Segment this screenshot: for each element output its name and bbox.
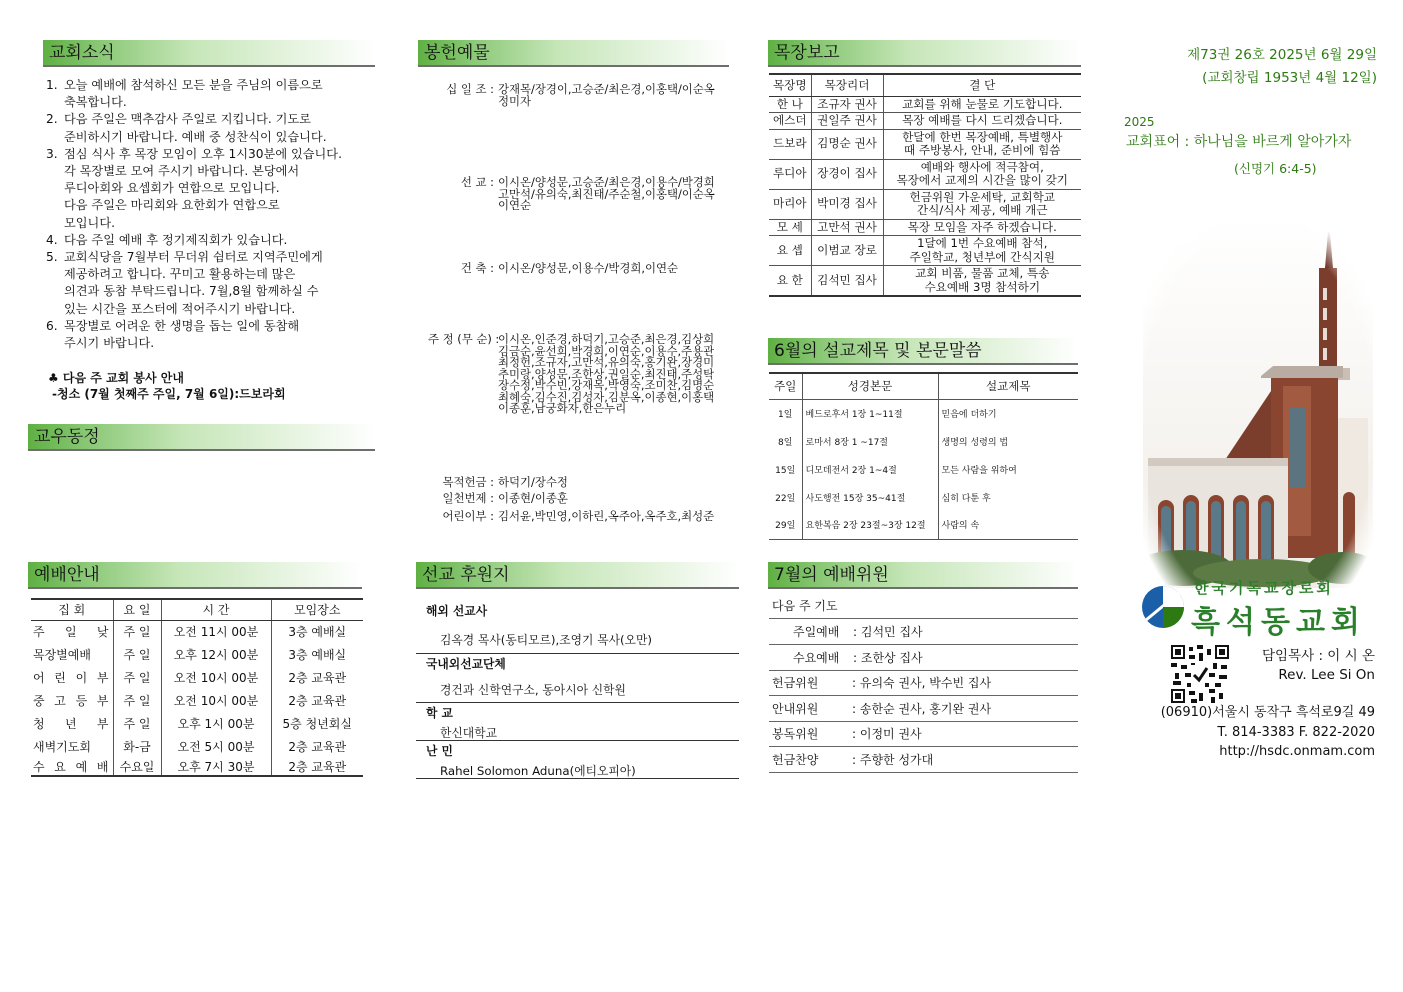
table-cell: 2층 교육관 bbox=[271, 735, 363, 758]
cell-line: 예배와 행사에 적극참여, bbox=[920, 159, 1044, 174]
cell-line: 박미경 집사 bbox=[817, 196, 877, 211]
notice-line: 있는 시간을 포스터에 적어주시기 바랍니다. bbox=[64, 301, 296, 316]
table-cell: 3층 예배실 bbox=[271, 620, 363, 643]
offering-label: 건 축 : bbox=[460, 261, 494, 275]
col-header: 결 단 bbox=[883, 74, 1081, 96]
cell-line: 드보라 bbox=[772, 136, 807, 151]
theme-year: 2025 bbox=[1124, 115, 1155, 129]
table-cell bbox=[769, 129, 811, 159]
table-cell: 새벽기도회 bbox=[33, 740, 91, 754]
table-cell: 주 일 낮 bbox=[33, 625, 109, 640]
pastor-info bbox=[1262, 647, 1375, 685]
table-cell bbox=[883, 159, 1081, 189]
issue-number: 제73권 26호 2025년 6월 29일 bbox=[1187, 47, 1377, 63]
denomination: 한국기독교장로회 bbox=[1194, 579, 1334, 597]
worship-guide-header: 예배안내 bbox=[28, 562, 362, 589]
table-cell: 오전 10시 00분 bbox=[161, 689, 271, 712]
cell-line: 목장 예배를 다시 드리겠습니다. bbox=[902, 113, 1063, 127]
committee-value: : 이정미 권사 bbox=[852, 727, 922, 741]
notice-item bbox=[46, 318, 376, 352]
table-row bbox=[31, 758, 363, 776]
table-cell: 오전 10시 00분 bbox=[161, 666, 271, 689]
table-cell: 오전 11시 00분 bbox=[161, 620, 271, 643]
cell-line: 루디아 bbox=[772, 166, 807, 181]
table-cell: 오후 12시 00분 bbox=[161, 643, 271, 666]
table-row bbox=[769, 113, 1081, 130]
notice-number: 3. bbox=[46, 146, 58, 161]
notices-header: 교회소식 bbox=[43, 40, 375, 67]
col-header: 성경본문 bbox=[802, 373, 938, 399]
committee-value: : 주향한 성가대 bbox=[852, 752, 934, 767]
notice-line: 점심 식사 후 목장 모임이 오후 1시30분에 있습니다. bbox=[64, 146, 342, 161]
table-cell: 2층 교육관 bbox=[271, 758, 363, 776]
committee-row bbox=[769, 748, 1078, 773]
cell-line: 김석민 집사 bbox=[817, 272, 877, 287]
table-cell: 오후 7시 30분 bbox=[161, 758, 271, 776]
offering-names: 이시온,인준경,하덕기,고승준,최은경,김상희 김금순,윤선희,박경희,이연순,이용수,주용관 최정헌,조규자,고만석,유의숙,홍기완,장경미 추미랑,양성문,조한상,권일순,최진태,주성탁 장수정,박수빈,강재목,박영숙,조미찬,김명순 최혜숙,김수진,김성자,김분옥,이종현,이홍택 이종훈,남궁화자,한은누리 bbox=[498, 332, 715, 415]
table-cell bbox=[811, 96, 883, 113]
table-cell bbox=[769, 236, 811, 266]
notice-line: 다음 주일은 맥추감사 주일로 지킵니다. 기도로 bbox=[64, 112, 311, 127]
table-cell: 주 일 bbox=[113, 643, 161, 666]
table-cell: 디모데전서 2장 1~4절 bbox=[802, 455, 938, 483]
committee-value: : 조한상 집사 bbox=[853, 650, 923, 665]
table-cell: 2층 교육관 bbox=[271, 689, 363, 712]
table-cell: 22일 bbox=[775, 493, 796, 504]
notice-item bbox=[46, 249, 376, 318]
cell-line: 고만석 권사 bbox=[817, 219, 877, 234]
table-row bbox=[769, 159, 1081, 189]
notice-number: 2. bbox=[46, 112, 58, 127]
mission-category: 국내외선교단체 bbox=[426, 657, 506, 671]
cell-line: 간식/식사 제공, 예배 개근 bbox=[916, 203, 1048, 217]
notice-line: 축복합니다. bbox=[64, 95, 127, 110]
committee-label: 봉독위원 bbox=[772, 727, 819, 741]
founding-date: (교회창립 1953년 4월 12일) bbox=[1202, 70, 1377, 86]
notice-line: 오늘 예배에 참석하신 모든 분을 주님의 이름으로 bbox=[64, 78, 323, 92]
service-info bbox=[48, 370, 286, 402]
col-header: 집 회 bbox=[31, 599, 113, 620]
table-row bbox=[31, 689, 363, 712]
table-cell: 어 린 이 부 bbox=[33, 671, 109, 685]
col-header: 모임장소 bbox=[271, 599, 363, 620]
contact-info bbox=[1161, 703, 1375, 762]
cell-line: 요 셉 bbox=[776, 242, 803, 257]
table-cell: 주 일 bbox=[113, 620, 161, 643]
theme-reference: (신명기 6:4-5) bbox=[1234, 161, 1317, 176]
table-cell: 로마서 8장 1 ~17절 bbox=[802, 427, 938, 455]
july-committee-header: 7월의 예배위원 bbox=[768, 562, 1078, 589]
offering-label: 목적헌금 : bbox=[442, 475, 494, 489]
notice-number: 6. bbox=[46, 318, 58, 333]
cell-line: 목장에서 교제의 시간을 많이 갖기 bbox=[896, 173, 1069, 187]
committee-row bbox=[769, 646, 1078, 671]
mission-item: Rahel Solomon Aduna(에티오피아) bbox=[440, 764, 636, 778]
mission-category: 학 교 bbox=[426, 706, 453, 720]
district-report-header: 목장보고 bbox=[768, 40, 1081, 67]
july-prayer-title: 다음 주 기도 bbox=[769, 594, 1078, 619]
table-cell: 화-금 bbox=[113, 735, 161, 758]
table-cell: 주 일 bbox=[113, 712, 161, 735]
table-cell bbox=[769, 189, 811, 219]
address: (06910)서울시 동작구 흑석로9길 49 bbox=[1160, 705, 1375, 720]
table-cell bbox=[769, 159, 811, 189]
table-cell: 2층 교육관 bbox=[271, 666, 363, 689]
notice-line: 각 목장별로 모여 주시기 바랍니다. 본당에서 bbox=[64, 164, 300, 179]
mission-item: 김옥경 목사(동티모르),조영기 목사(오만) bbox=[440, 633, 652, 647]
table-cell: 생명의 성령의 법 bbox=[938, 427, 1078, 455]
church-theme: 교회표어 : 하나님을 바르게 알아가자 bbox=[1126, 134, 1352, 150]
table-row bbox=[769, 455, 1078, 483]
notice-number: 4. bbox=[46, 232, 58, 247]
cell-line: 때 주방봉사, 안내, 준비에 힘씀 bbox=[903, 143, 1061, 157]
table-row bbox=[31, 666, 363, 689]
table-cell: 15일 bbox=[775, 465, 796, 476]
notice-number: 1. bbox=[46, 78, 58, 92]
table-cell bbox=[883, 96, 1081, 113]
table-cell bbox=[883, 189, 1081, 219]
table-cell bbox=[769, 219, 811, 236]
table-cell: 요한복음 2장 23절~3장 12절 bbox=[802, 511, 938, 539]
cell-line: 한 나 bbox=[776, 96, 803, 111]
table-cell bbox=[769, 266, 811, 297]
table-cell: 29일 bbox=[775, 521, 796, 532]
june-sermons-table bbox=[769, 372, 1078, 540]
pastor-name: 담임목사 : 이 시 온 bbox=[1261, 648, 1375, 664]
table-cell bbox=[811, 236, 883, 266]
table-cell bbox=[811, 189, 883, 219]
qr-code-icon[interactable] bbox=[1171, 645, 1229, 703]
table-cell bbox=[811, 159, 883, 189]
table-cell: 수요일 bbox=[113, 758, 161, 776]
offering-names: 이시온/양성문,고승준/최은경,이용수/박경희 고만석/유의숙,최진태/주순철,이홍택/이순옥 이연순 bbox=[498, 175, 715, 212]
committee-row bbox=[769, 620, 1078, 645]
table-cell bbox=[769, 96, 811, 113]
table-cell: 1일 bbox=[778, 409, 793, 420]
table-cell bbox=[883, 219, 1081, 236]
worship-table bbox=[31, 598, 363, 777]
notice-item bbox=[46, 77, 376, 111]
committee-label: 수요예배 bbox=[793, 650, 840, 665]
table-cell: 오후 1시 00분 bbox=[161, 712, 271, 735]
table-cell: 주 일 bbox=[113, 666, 161, 689]
notices-list bbox=[46, 77, 376, 352]
cell-line: 1달에 1번 수요예배 참석, bbox=[917, 236, 1048, 250]
table-row bbox=[769, 427, 1078, 455]
cell-line: 권일주 권사 bbox=[817, 113, 877, 127]
table-cell: 8일 bbox=[778, 437, 793, 448]
table-cell bbox=[883, 113, 1081, 130]
offering-names: 김서윤,박민영,이하린,옥주아,옥주호,최성준 bbox=[498, 509, 715, 523]
table-cell: 수 요 예 배 bbox=[31, 758, 113, 776]
notice-line: 다음 주일 예배 후 정기제직회가 있습니다. bbox=[64, 232, 288, 247]
cell-line: 조규자 권사 bbox=[817, 96, 877, 111]
church-logo-icon bbox=[1140, 584, 1186, 630]
report-table-header bbox=[769, 74, 1081, 96]
table-cell: 오전 5시 00분 bbox=[161, 735, 271, 758]
offerings-header: 봉헌예물 bbox=[418, 40, 729, 67]
cell-line: 교회를 위해 눈물로 기도합니다. bbox=[902, 96, 1063, 111]
cell-line: 이범교 장로 bbox=[817, 242, 877, 257]
phone-fax: T. 814-3383 F. 822-2020 bbox=[1217, 724, 1375, 740]
notice-line: 모입니다. bbox=[64, 215, 115, 230]
june-sermons-header: 6월의 설교제목 및 본문말씀 bbox=[768, 338, 1078, 365]
mission-category: 해외 선교사 bbox=[426, 604, 488, 618]
committee-value: : 김석민 집사 bbox=[853, 625, 923, 639]
members-news-header: 교우동정 bbox=[28, 424, 375, 451]
col-header: 시 간 bbox=[161, 599, 271, 620]
table-cell: 중 고 등 부 bbox=[33, 694, 109, 708]
notice-number: 5. bbox=[46, 250, 58, 265]
offering-names: 이시온/양성문,이용수/박경희,이연순 bbox=[498, 261, 678, 275]
committee-label: 헌금위원 bbox=[772, 676, 819, 690]
missions-header: 선교 후원지 bbox=[416, 562, 739, 589]
cell-line: 장경이 집사 bbox=[817, 166, 877, 181]
notice-item bbox=[46, 232, 376, 249]
table-cell: 목장별예배 bbox=[33, 648, 91, 662]
table-row bbox=[769, 189, 1081, 219]
notice-line: 의견과 동참 부탁드립니다. 7월,8월 함께하실 수 bbox=[64, 284, 319, 299]
notice-line: 목장별로 어려운 한 생명을 돕는 일에 동참해 bbox=[64, 318, 300, 333]
notice-item bbox=[46, 111, 376, 145]
offering-names: 강재목/장경이,고승준/최은경,이홍택/이순옥 정미자 bbox=[498, 82, 715, 108]
offering-label: 선 교 : bbox=[460, 175, 494, 189]
table-row bbox=[31, 643, 363, 666]
table-row bbox=[769, 129, 1081, 159]
church-name: 흑석동교회 bbox=[1191, 605, 1366, 640]
table-cell bbox=[811, 113, 883, 130]
table-row bbox=[769, 266, 1081, 297]
committee-label: 안내위원 bbox=[772, 701, 819, 716]
mission-category: 난 민 bbox=[426, 744, 453, 758]
table-row bbox=[31, 735, 363, 758]
table-row bbox=[769, 399, 1078, 427]
table-cell bbox=[769, 113, 811, 130]
col-header: 목장명 bbox=[769, 74, 811, 96]
cell-line: 한달에 한번 목장예배, 특별행사 bbox=[902, 129, 1063, 144]
table-row bbox=[31, 620, 363, 643]
committee-label: 주일예배 bbox=[793, 625, 840, 639]
notice-line: 제공하려고 합니다. 꾸미고 활용하는데 많은 bbox=[64, 267, 296, 282]
table-cell bbox=[883, 129, 1081, 159]
cell-line: 요 한 bbox=[776, 272, 803, 287]
table-cell: 3층 예배실 bbox=[271, 643, 363, 666]
service-info-line: -청소 (7월 첫째주 주일, 7월 6일):드보라회 bbox=[52, 387, 286, 401]
offering-names: 이종현/이종훈 bbox=[498, 491, 568, 505]
service-info-title: ♣ 다음 주 교회 봉사 안내 bbox=[48, 371, 184, 385]
issue-info bbox=[1187, 44, 1377, 90]
worship-table-header bbox=[31, 599, 363, 620]
col-header: 요 일 bbox=[113, 599, 161, 620]
table-row bbox=[769, 219, 1081, 236]
church-building-image bbox=[1143, 218, 1373, 588]
cell-line: 마리아 bbox=[772, 196, 807, 211]
notice-line: 다음 주일은 마리회와 요한회가 연합으로 bbox=[64, 198, 280, 213]
offering-names: 하덕기/장수정 bbox=[498, 475, 568, 489]
table-cell bbox=[811, 266, 883, 297]
district-report-table bbox=[769, 73, 1081, 297]
table-cell: 모든 사람을 위하여 bbox=[938, 455, 1078, 483]
table-row bbox=[769, 511, 1078, 539]
notice-line: 준비하시기 바랍니다. 예배 중 성찬식이 있습니다. bbox=[64, 129, 327, 144]
mission-item: 경건과 신학연구소, 동아시아 신학원 bbox=[440, 683, 626, 697]
offering-label: 주 정 (무 순) : bbox=[428, 332, 500, 346]
table-cell: 믿음에 더하기 bbox=[938, 399, 1078, 427]
table-cell: 사도행전 15장 35~41절 bbox=[802, 483, 938, 511]
table-cell bbox=[883, 266, 1081, 297]
committee-value: : 송한순 권사, 홍기완 권사 bbox=[852, 701, 992, 716]
table-row bbox=[769, 483, 1078, 511]
col-header: 목장리더 bbox=[811, 74, 883, 96]
committee-row bbox=[769, 697, 1078, 722]
col-header: 주일 bbox=[769, 373, 802, 399]
table-cell: 주 일 bbox=[113, 689, 161, 712]
table-row bbox=[31, 712, 363, 735]
table-row bbox=[769, 96, 1081, 113]
table-cell bbox=[811, 129, 883, 159]
notice-line: 교회식당을 7월부터 무더위 쉼터로 지역주민에게 bbox=[64, 250, 323, 265]
offering-label: 십 일 조 : bbox=[446, 82, 494, 96]
table-cell: 청 년 부 bbox=[33, 717, 109, 731]
cell-line: 수요예배 3명 참석하기 bbox=[924, 279, 1041, 294]
committee-label: 헌금찬양 bbox=[772, 752, 819, 767]
notice-line: 루디아회와 요셉회가 연합으로 모입니다. bbox=[64, 181, 280, 196]
table-cell bbox=[883, 236, 1081, 266]
cell-line: 모 세 bbox=[776, 219, 803, 234]
table-row bbox=[769, 236, 1081, 266]
offering-label: 어린이부 : bbox=[442, 509, 494, 523]
cell-line: 교회 비품, 물품 교체, 특송 bbox=[915, 266, 1050, 280]
cell-line: 주일학교, 청년부에 간식지원 bbox=[909, 249, 1055, 264]
committee-row bbox=[769, 671, 1078, 696]
notice-line: 주시기 바랍니다. bbox=[64, 336, 155, 351]
table-cell: 사람의 속 bbox=[938, 511, 1078, 539]
cell-line: 에스더 bbox=[772, 113, 807, 127]
offering-label: 일천번제 : bbox=[442, 491, 494, 505]
col-header: 설교제목 bbox=[938, 373, 1078, 399]
cell-line: 헌금위원 가운세탁, 교회학교 bbox=[909, 189, 1055, 204]
pastor-name-en: Rev. Lee Si On bbox=[1278, 667, 1375, 683]
table-cell: 심히 다툰 후 bbox=[938, 483, 1078, 511]
website-link[interactable]: http://hsdc.onmam.com bbox=[1219, 744, 1375, 759]
committee-row bbox=[769, 722, 1078, 747]
sermon-table-header bbox=[769, 373, 1078, 399]
notice-item bbox=[46, 146, 376, 232]
committee-value: : 유의숙 권사, 박수빈 집사 bbox=[852, 676, 992, 690]
cell-line: 김명순 권사 bbox=[817, 136, 877, 151]
mission-item: 한신대학교 bbox=[440, 726, 497, 740]
table-cell: 베드로후서 1장 1~11절 bbox=[802, 399, 938, 427]
table-cell: 5층 청년회실 bbox=[271, 712, 363, 735]
table-cell bbox=[811, 219, 883, 236]
cell-line: 목장 모임을 자주 하겠습니다. bbox=[907, 219, 1057, 234]
